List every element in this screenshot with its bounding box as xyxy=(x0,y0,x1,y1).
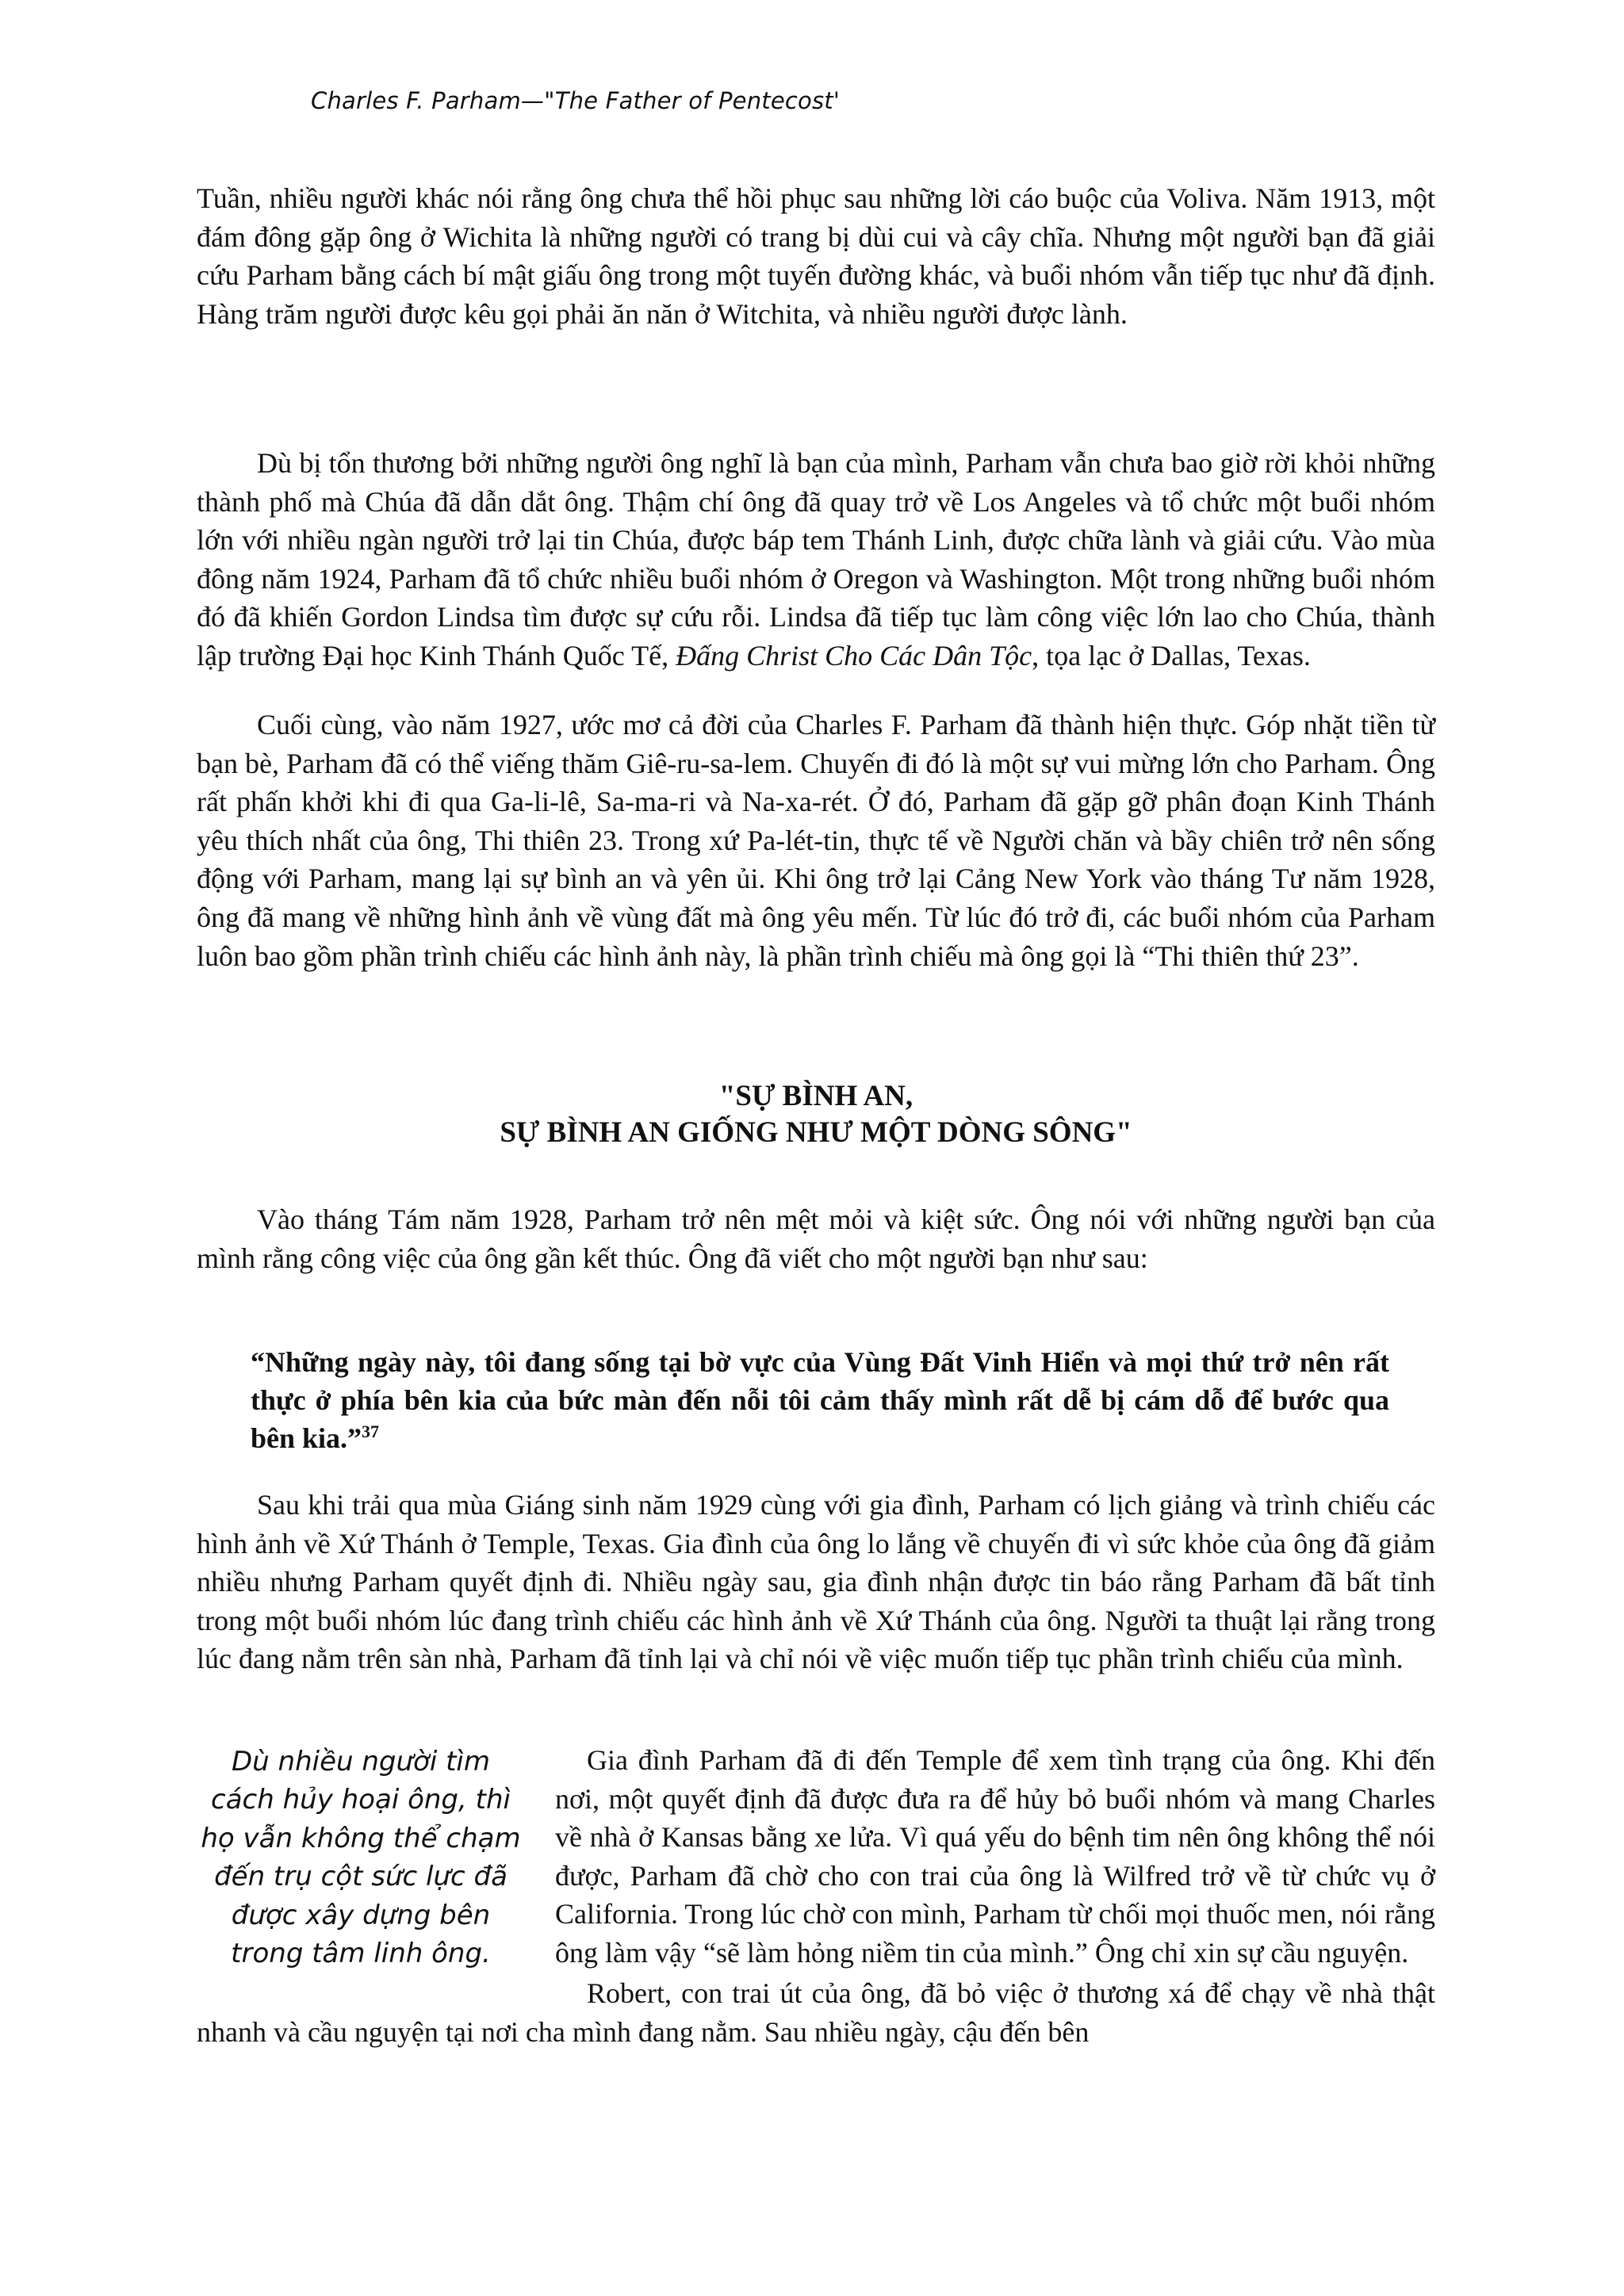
block-quote-text: “Những ngày này, tôi đang sống tại bờ vực của Vùng Đất Vinh Hiển và mọi thứ trở nên rất thực ở phía bên kia của bức màn đến nỗi tôi cảm thấy mình rất dễ bị cám dỗ để bước qua bên kia.” xyxy=(251,1346,1389,1454)
paragraph-text xyxy=(197,444,1435,675)
paragraph-text-part: , tọa lạc ở Dallas, Texas. xyxy=(1032,639,1311,672)
block-quote xyxy=(251,1343,1389,1457)
pull-quote: Dù nhiều người tìm cách hủy hoại ông, thì họ vẫn không thể chạm đến trụ cột sức lực đã được xây dựng bên trong tâm linh ông. xyxy=(201,1746,521,1970)
paragraph xyxy=(197,1200,1435,1277)
paragraph xyxy=(197,706,1435,975)
paragraph-text: Sau khi trải qua mùa Giáng sinh năm 1929 cùng với gia đình, Parham có lịch giảng và trình chiếu các hình ảnh về Xứ Thánh ở Temple, Texas. Gia đình của ông lo lắng về chuyến đi vì sức khỏe của ông đã giảm nhiều nhưng Parham quyết định đi. Nhiều ngày sau, gia đình nhận được tin báo rằng Parham đã bất tỉnh trong một buổi nhóm lúc đang trình chiếu các hình ảnh về Xứ Thánh của ông. Người ta thuật lại rằng trong lúc đang nằm trên sàn nhà, Parham đã tỉnh lại và chỉ nói về việc muốn tiếp tục phần trình chiếu của mình. xyxy=(197,1489,1435,1675)
paragraph-text: Gia đình Parham đã đi đến Temple để xem tình trạng của ông. Khi đến nơi, một quyết định đã được đưa ra để hủy bỏ buổi nhóm và mang Charles về nhà ở Kansas bằng xe lửa. Vì quá yếu do bệnh tim nên ông không thể nói được, Parham đã chờ cho con trai của ông là Wilfred trở về từ chức vụ ở California. Trong lúc chờ con mình, Parham từ chối mọi thuốc men, nói rằng ông làm vậy “sẽ làm hỏng niềm tin của mình.” Ông chỉ xin sự cầu nguyện. xyxy=(555,1744,1435,1969)
footnote-marker: 37 xyxy=(362,1422,380,1441)
paragraph xyxy=(555,1741,1435,1973)
paragraph-text: Vào tháng Tám năm 1928, Parham trở nên mệt mỏi và kiệt sức. Ông nói với những người bạn của mình rằng công việc của ông gần kết thúc. Ông đã viết cho một người bạn như sau: xyxy=(197,1203,1435,1274)
paragraph-text-part: Dù bị tổn thương bởi những người ông nghĩ là bạn của mình, Parham vẫn chưa bao giờ rời khỏi những thành phố mà Chúa đã dẫn dắt ông. Thậm chí ông đã quay trở về Los Angeles và tổ chức một buổi nhóm lớn với nhiều ngàn người trở lại tin Chúa, được báp tem Thánh Linh, được chữa lành và giải cứu. Vào mùa đông năm 1924, Parham đã tổ chức nhiều buổi nhóm ở Oregon và Washington. Một trong những buổi nhóm đó đã khiến Gordon Lindsa tìm được sự cứu rỗi. Lindsa đã tiếp tục làm công việc lớn lao cho Chúa, thành lập trường Đại học Kinh Thánh Quốc Tế, xyxy=(197,447,1435,672)
section-heading-line: "SỰ BÌNH AN, xyxy=(718,1080,914,1112)
paragraph-text: Cuối cùng, vào năm 1927, ước mơ cả đời của Charles F. Parham đã thành hiện thực. Góp nhặt tiền từ bạn bè, Parham đã có thể viếng thăm Giê-ru-sa-lem. Chuyến đi đó là một sự vui mừng lớn cho Parham. Ông rất phấn khởi khi đi qua Ga-li-lê, Sa-ma-ri và Na-xa-rét. Ở đó, Parham đã gặp gỡ phân đoạn Kinh Thánh yêu thích nhất của ông, Thi thiên 23. Trong xứ Pa-lét-tin, thực tế về Người chăn và bầy chiên trở nên sống động với Parham, mang lại sự bình an và yên ủi. Khi ông trở lại Cảng New York vào tháng Tư năm 1928, ông đã mang về những hình ảnh về vùng đất mà ông yêu mến. Từ lúc đó trở đi, các buổi nhóm của Parham luôn bao gồm phần trình chiếu các hình ảnh này, là phần trình chiếu mà ông gọi là “Thi thiên thứ 23”. xyxy=(197,709,1435,972)
paragraph xyxy=(197,1974,1435,2051)
italic-title: Đấng Christ Cho Các Dân Tộc xyxy=(676,639,1032,672)
paragraph xyxy=(197,444,1435,675)
section-heading-line: SỰ BÌNH AN GIỐNG NHƯ MỘT DÒNG SÔNG" xyxy=(500,1116,1132,1149)
paragraph-text: Robert, con trai út của ông, đã bỏ việc ở thương xá để chạy về nhà thật nhanh và cầu nguyện tại nơi cha mình đang nằm. Sau nhiều ngày, cậu đến bên xyxy=(197,1977,1435,2048)
paragraph xyxy=(197,179,1435,333)
paragraph xyxy=(197,1486,1435,1678)
paragraph-text: Tuần, nhiều người khác nói rằng ông chưa thể hồi phục sau những lời cáo buộc của Voliva. Năm 1913, một đám đông gặp ông ở Wichita là những người có trang bị dùi cui và cây chĩa. Nhưng một người bạn đã giải cứu Parham bằng cách bí mật giấu ông trong một tuyến đường khác, và buổi nhóm vẫn tiếp tục như đã định. Hàng trăm người được kêu gọi phải ăn năn ở Witchita, và nhiều người được lành. xyxy=(197,182,1435,330)
section-heading xyxy=(197,1078,1435,1151)
running-head: Charles F. Parham—"The Father of Pentecost' xyxy=(311,87,841,114)
